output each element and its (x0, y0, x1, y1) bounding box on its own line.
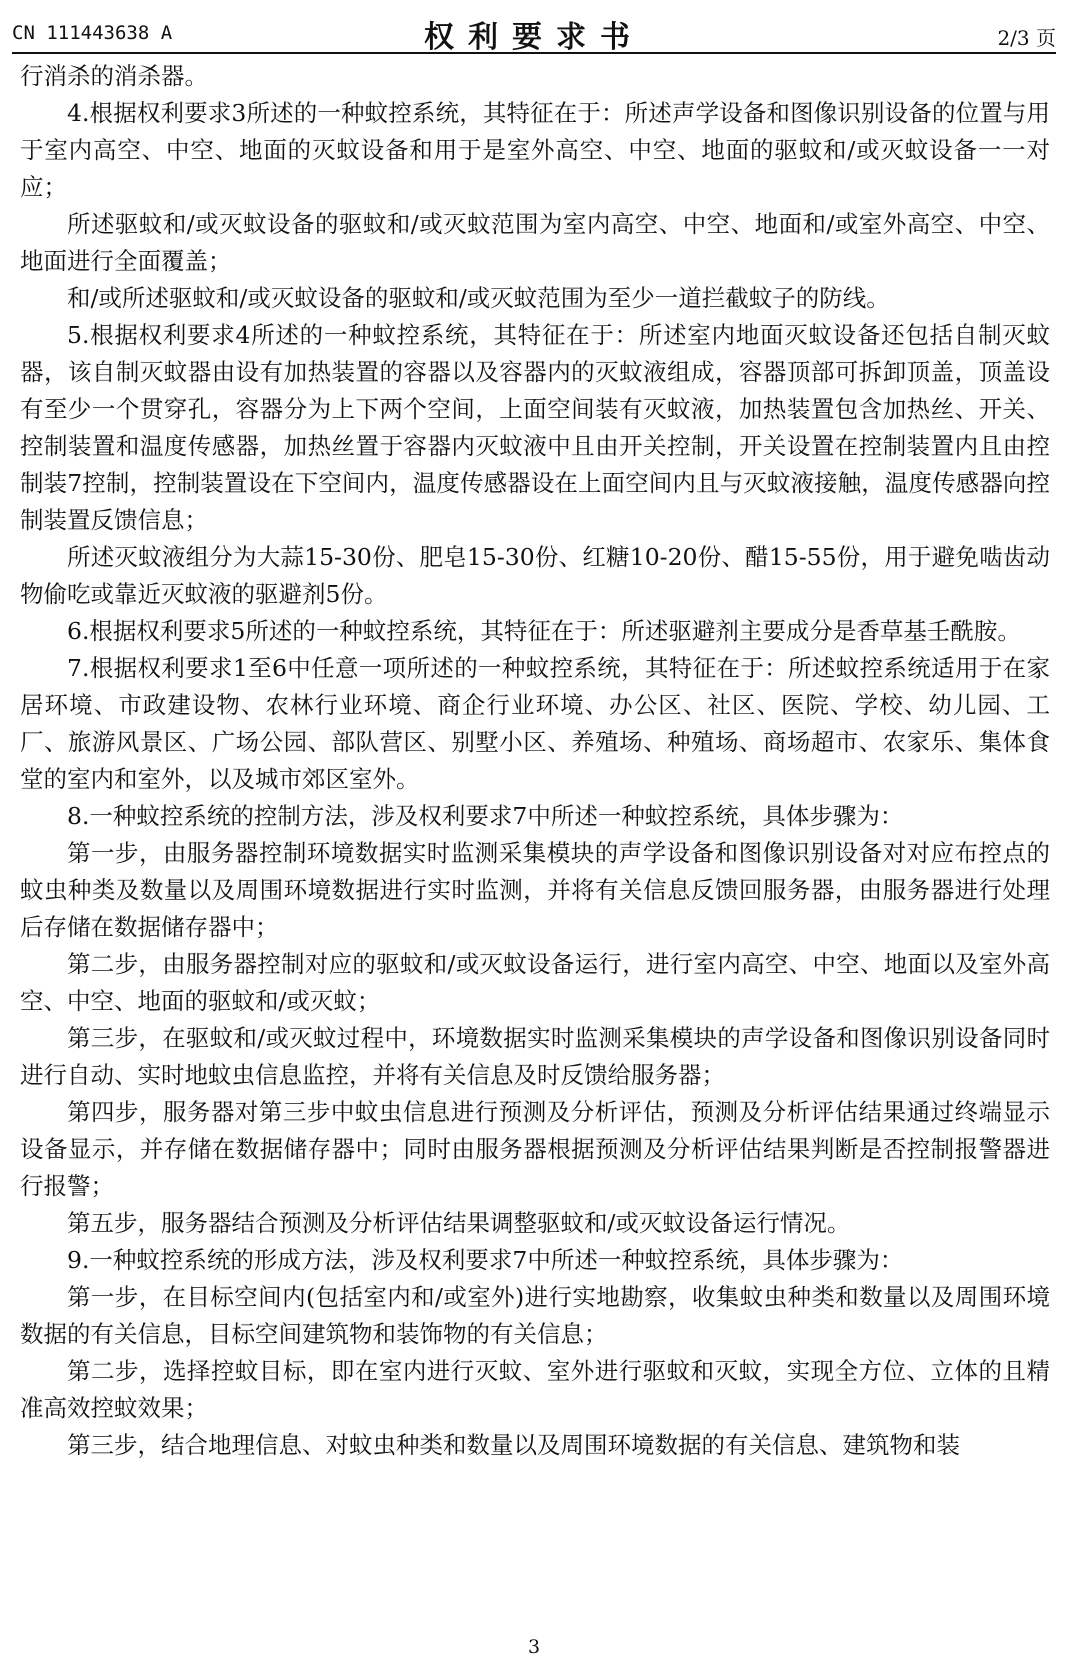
claim-paragraph: 所述驱蚊和/或灭蚊设备的驱蚊和/或灭蚊范围为室内高空、中空、地面和/或室外高空、中空、地面进行全面覆盖； (20, 210, 1050, 275)
claim-paragraph: 第二步，由服务器控制对应的驱蚊和/或灭蚊设备运行，进行室内高空、中空、地面以及室外高空、中空、地面的驱蚊和/或灭蚊； (20, 950, 1050, 1015)
claim-paragraph: 第三步，结合地理信息、对蚊虫种类和数量以及周围环境数据的有关信息、建筑物和装 (67, 1431, 960, 1459)
claim-paragraph: 4.根据权利要求3所述的一种蚊控系统，其特征在于：所述声学设备和图像识别设备的位置与用于室内高空、中空、地面的灭蚊设备和用于是室外高空、中空、地面的驱蚊和/或灭蚊设备一一对应； (20, 99, 1050, 201)
claim-paragraph: 第一步，在目标空间内(包括室内和/或室外)进行实地勘察，收集蚊虫种类和数量以及周围环境数据的有关信息，目标空间建筑物和装饰物的有关信息； (20, 1283, 1050, 1348)
claim-paragraph: 和/或所述驱蚊和/或灭蚊设备的驱蚊和/或灭蚊范围为至少一道拦截蚊子的防线。 (67, 284, 890, 312)
claim-paragraph: 第四步，服务器对第三步中蚊虫信息进行预测及分析评估，预测及分析评估结果通过终端显示设备显示，并存储在数据储存器中；同时由服务器根据预测及分析评估结果判断是否控制报警器进行报警； (20, 1098, 1050, 1200)
page-header (12, 12, 1056, 54)
claim-paragraph: 7.根据权利要求1至6中任意一项所述的一种蚊控系统，其特征在于：所述蚊控系统适用于在家居环境、市政建设物、农林行业环境、商企行业环境、办公区、社区、医院、学校、幼儿园、工厂、旅游风景区、广场公园、部队营区、别墅小区、养殖场、种殖场、商场超市、农家乐、集体食堂的室内和室外，以及城市郊区室外。 (20, 654, 1050, 793)
claim-paragraph: 9.一种蚊控系统的形成方法，涉及权利要求7中所述一种蚊控系统，具体步骤为： (67, 1246, 904, 1274)
claims-body (20, 58, 1050, 1464)
page-indicator: 2/3 页 (997, 26, 1056, 50)
patent-number: CN 111443638 A (12, 22, 173, 44)
claim-paragraph: 行消杀的消杀器。 (20, 62, 208, 90)
claim-paragraph: 8.一种蚊控系统的控制方法，涉及权利要求7中所述一种蚊控系统，具体步骤为： (67, 802, 904, 830)
claim-paragraph: 第五步，服务器结合预测及分析评估结果调整驱蚊和/或灭蚊设备运行情况。 (67, 1209, 851, 1237)
claim-paragraph: 第一步，由服务器控制环境数据实时监测采集模块的声学设备和图像识别设备对对应布控点的蚊虫种类及数量以及周围环境数据进行实时监测，并将有关信息反馈回服务器，由服务器进行处理后存储在数据储存器中； (20, 839, 1050, 941)
document-title: 权利要求书 (424, 20, 644, 55)
claim-paragraph: 6.根据权利要求5所述的一种蚊控系统，其特征在于：所述驱避剂主要成分是香草基壬酰胺。 (67, 617, 1021, 645)
page-number: 3 (527, 1636, 541, 1658)
claim-paragraph: 所述灭蚊液组分为大蒜15-30份、肥皂15-30份、红糖10-20份、醋15-55份，用于避免啮齿动物偷吃或靠近灭蚊液的驱避剂5份。 (20, 543, 1050, 608)
claim-paragraph: 第二步，选择控蚊目标，即在室内进行灭蚊、室外进行驱蚊和灭蚊，实现全方位、立体的且精准高效控蚊效果； (20, 1357, 1050, 1422)
claim-paragraph: 5.根据权利要求4所述的一种蚊控系统，其特征在于：所述室内地面灭蚊设备还包括自制灭蚊器，该自制灭蚊器由设有加热装置的容器以及容器内的灭蚊液组成，容器顶部可拆卸顶盖，顶盖设有至少一个贯穿孔，容器分为上下两个空间，上面空间装有灭蚊液，加热装置包含加热丝、开关、控制装置和温度传感器，加热丝置于容器内灭蚊液中且由开关控制，开关设置在控制装置内且由控制装7控制，控制装置设在下空间内，温度传感器设在上面空间内且与灭蚊液接触，温度传感器向控制装置反馈信息； (20, 321, 1050, 534)
claim-paragraph: 第三步，在驱蚊和/或灭蚊过程中，环境数据实时监测采集模块的声学设备和图像识别设备同时进行自动、实时地蚊虫信息监控，并将有关信息及时反馈给服务器； (20, 1024, 1050, 1089)
